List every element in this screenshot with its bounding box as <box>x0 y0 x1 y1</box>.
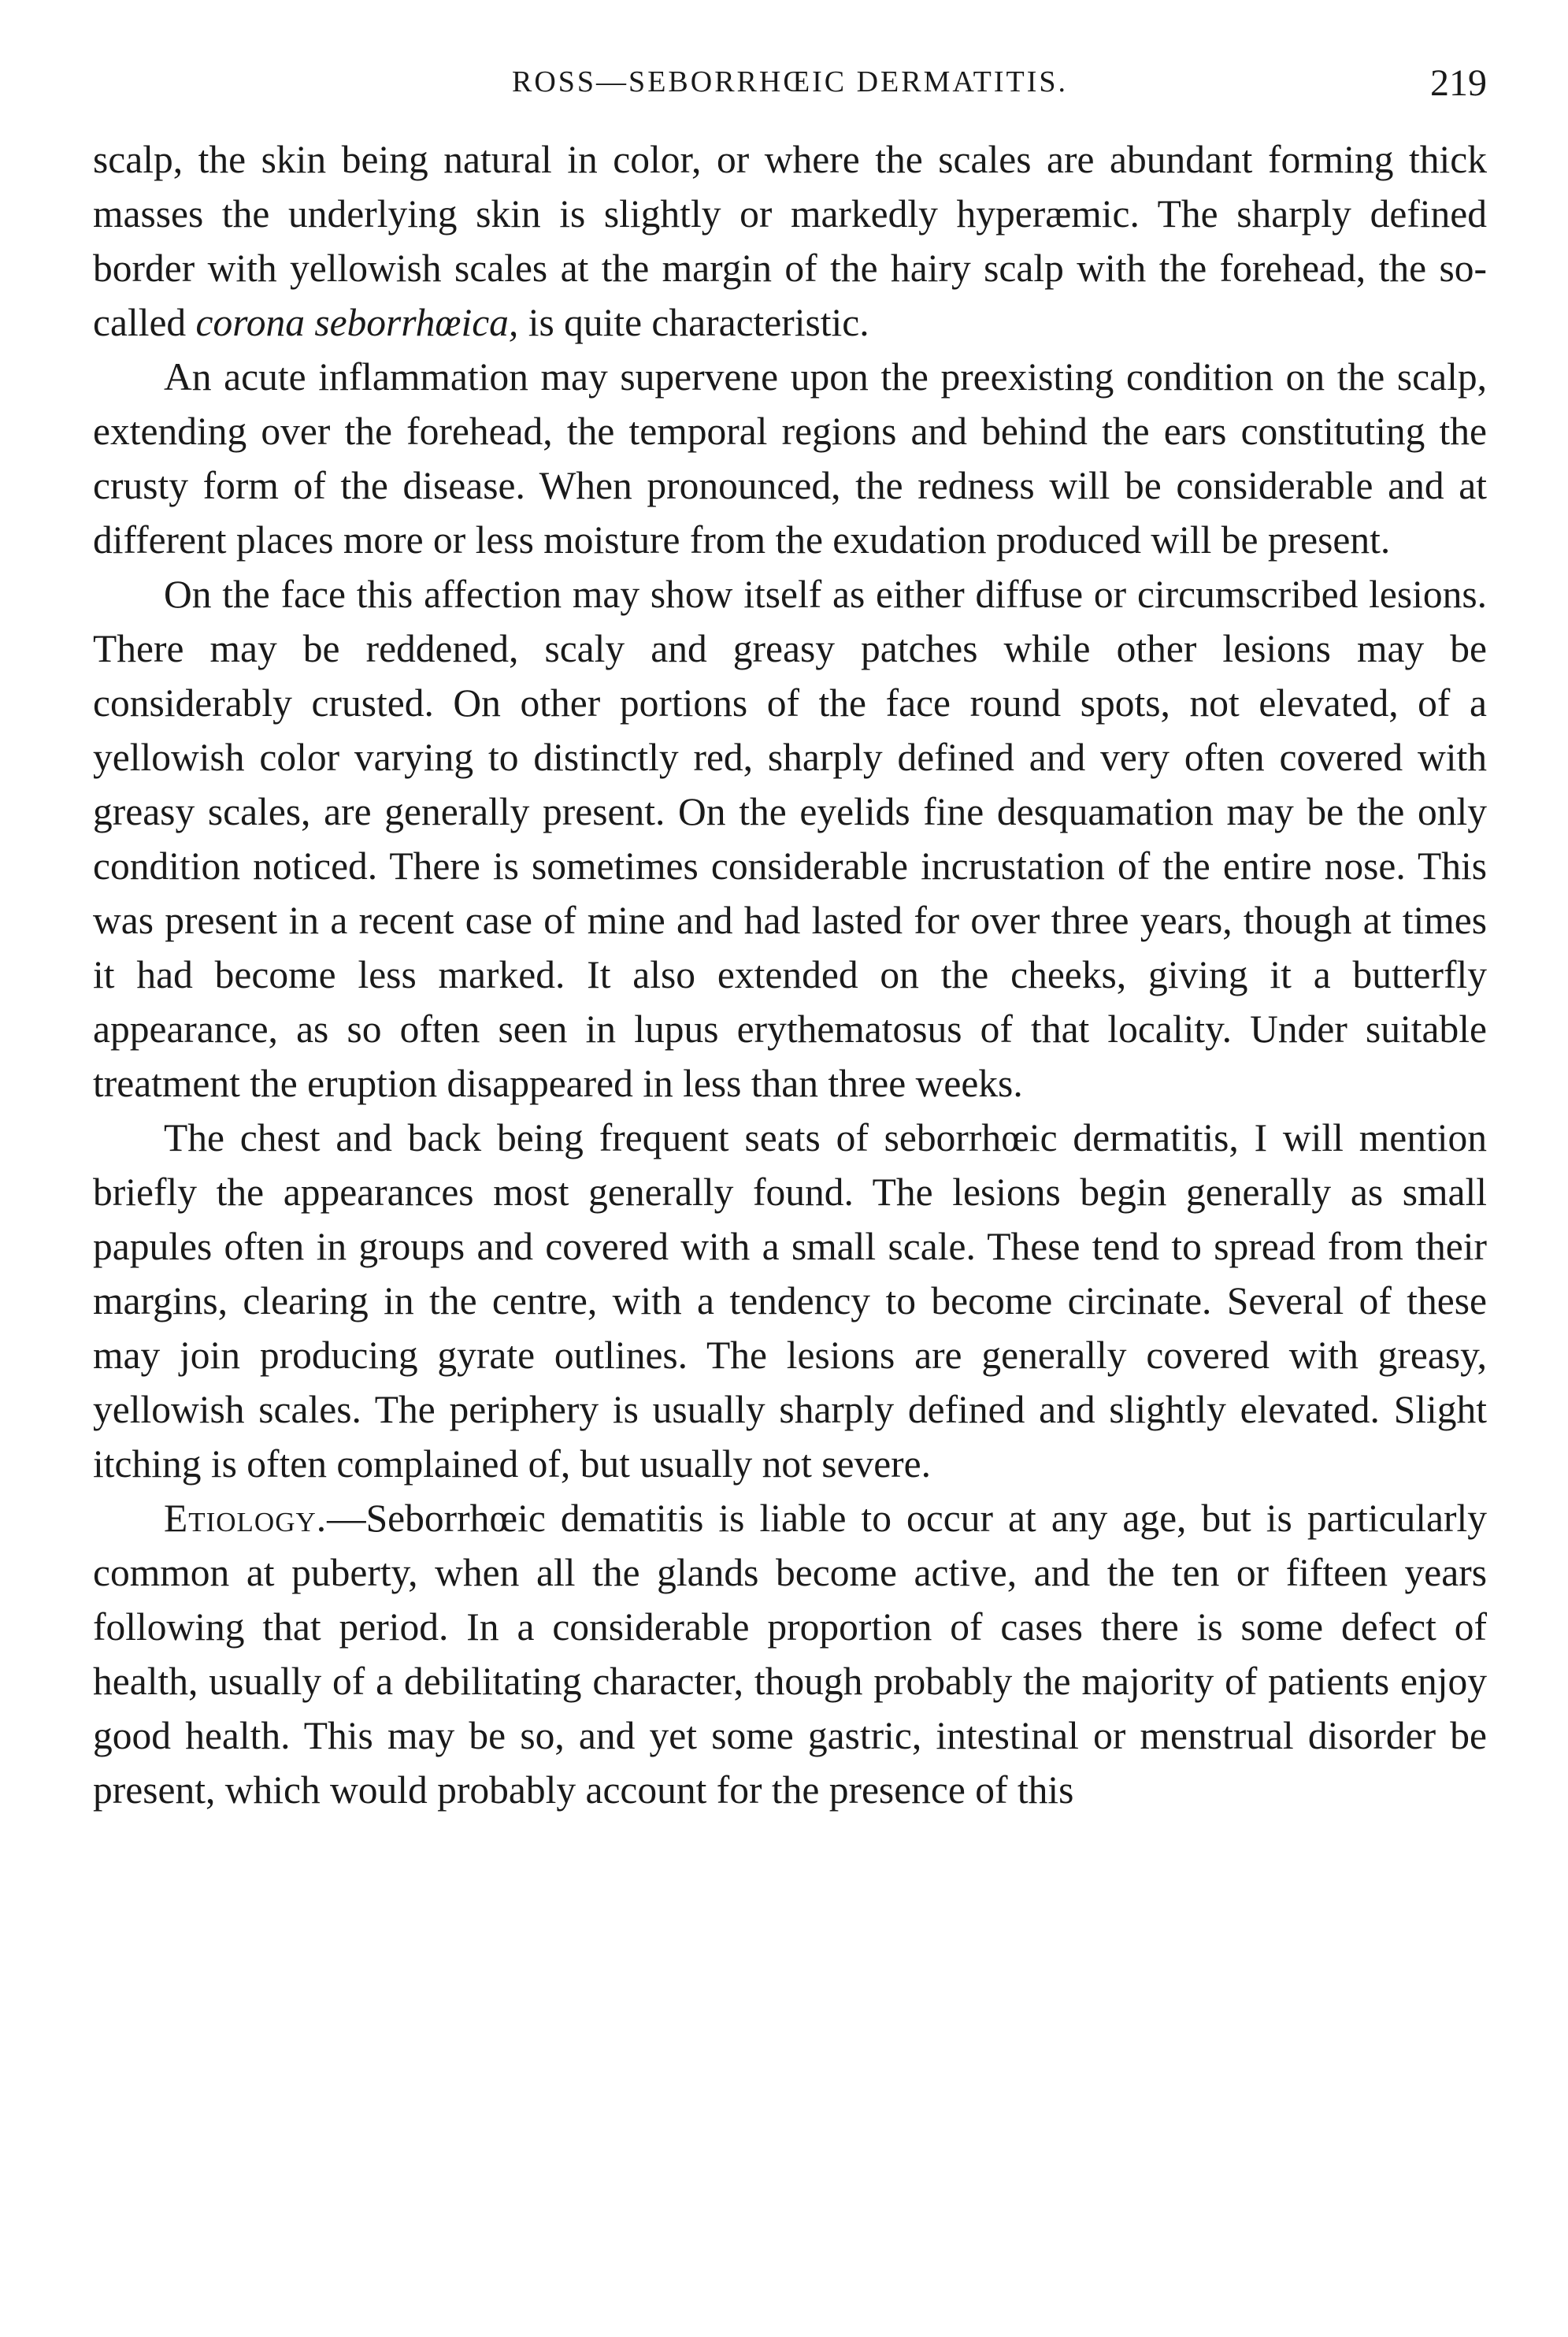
paragraph-text: scalp, the skin being natural in color, or where the scales are abundant forming thick masses the underlying skin is slightly or markedly hyperæmic. The sharply defined border with yellowish scales at the margin of the hairy scalp with the forehead, the so-called <box>93 138 1487 344</box>
paragraph-etiology <box>93 1491 1487 1817</box>
paragraph-chest-back: The chest and back being frequent seats of seborrhœic dermatitis, I will mention briefly the appearances most generally found. The lesions begin generally as small papules often in groups and covered with a small scale. These tend to spread from their margins, clearing in the centre, with a tendency to become circinate. Several of these may join producing gyrate outlines. The lesions are generally covered with greasy, yellowish scales. The periphery is usually sharply defined and slightly elevated. Slight itching is often complained of, but usually not severe. <box>93 1116 1487 1486</box>
paragraph-text: —Seborrhœic dematitis is liable to occur at any age, but is particularly common at puberty, when all the glands become active, and the ten or fifteen years following that period. In a considerable proportion of cases there is some defect of health, usually of a debilitating character, though probably the majority of patients enjoy good health. This may be so, and yet some gastric, intestinal or menstrual disorder be present, which would probably account for the presence of this <box>93 1497 1487 1812</box>
paragraph-scalp-continued <box>93 132 1487 350</box>
paragraph-acute-inflammation: An acute inflammation may supervene upon the preexisting condition on the scalp, extending over the forehead, the temporal regions and behind the ears constituting the crusty form of the disease. When pronounced, the redness will be considerable and at different places more or less moisture from the exudation produced will be present. <box>93 355 1487 562</box>
running-head <box>93 61 1487 109</box>
paragraph-text: is quite characteristic. <box>518 301 869 344</box>
latin-term: corona seborrhœica, <box>195 301 519 344</box>
body-text <box>93 132 1487 1817</box>
section-heading: Etiology. <box>164 1497 328 1540</box>
paragraph-face: On the face this affection may show itself as either diffuse or circumscribed lesions. There may be reddened, scaly and greasy patches while other lesions may be considerably crusted. On other portions of the face round spots, not elevated, of a yellowish color varying to distinctly red, sharply defined and very often covered with greasy scales, are generally present. On the eyelids fine desquamation may be the only condition noticed. There is sometimes considerable incrustation of the entire nose. This was present in a recent case of mine and had lasted for over three years, though at times it had become less marked. It also extended on the cheeks, giving it a butterfly appearance, as so often seen in lupus erythematosus of that locality. Under suitable treatment the eruption disappeared in less than three weeks. <box>93 573 1487 1105</box>
page-number: 219 <box>1430 62 1487 104</box>
running-title: ROSS—SEBORRHŒIC DERMATITIS. <box>512 65 1068 98</box>
